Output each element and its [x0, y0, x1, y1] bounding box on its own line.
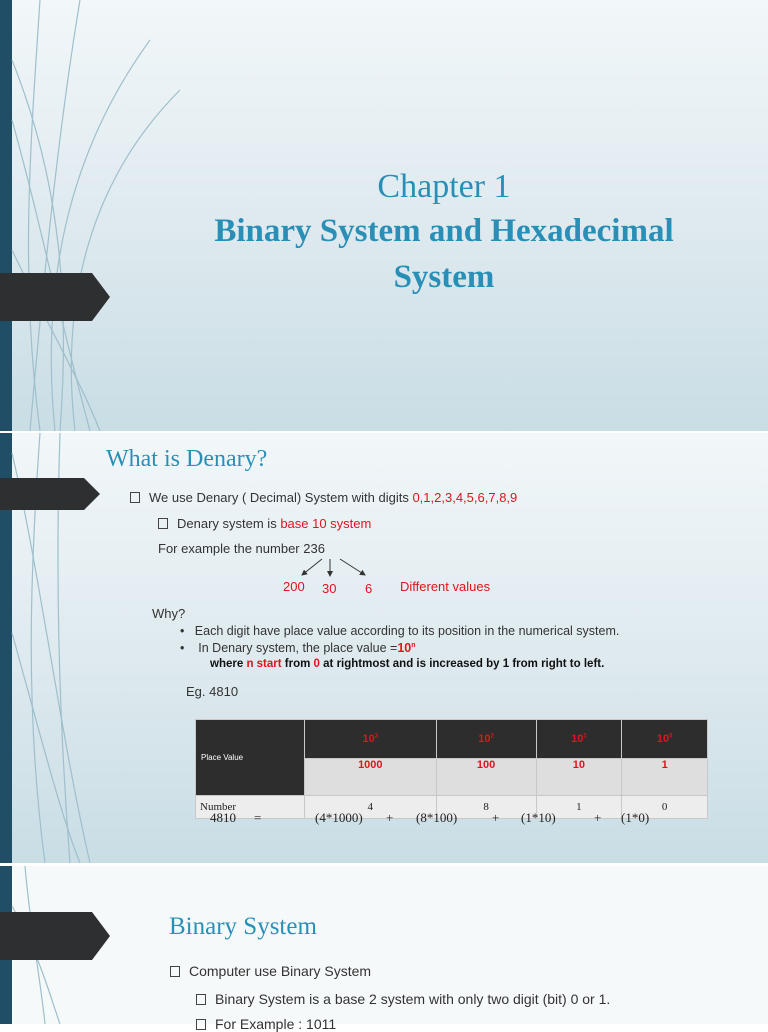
- value-text: 10: [572, 759, 586, 771]
- different-values-label: Different values: [400, 579, 491, 594]
- split-value-200: 200: [283, 579, 305, 594]
- plus-sign: +: [594, 810, 602, 825]
- value-cell: [622, 759, 708, 796]
- power-base: 10: [362, 733, 375, 745]
- bullet-text: Binary System is a base 2 system with only two digit (bit) 0 or 1.: [215, 991, 611, 1007]
- expansion-term: (4*1000): [315, 810, 363, 825]
- why-label: Why?: [152, 606, 186, 621]
- expansion-term: (1*0): [621, 810, 650, 825]
- power-exponent: 1: [583, 733, 587, 740]
- slide-title: Binary System: [169, 913, 317, 940]
- equals-sign: =: [254, 810, 262, 825]
- note-text: where: [210, 658, 247, 670]
- note-highlight: n start: [246, 658, 282, 670]
- digits-highlight: 0,1,2,3,4,5,6,7,8,9: [412, 490, 518, 505]
- value-cell: [436, 759, 536, 796]
- split-arrows: [290, 556, 410, 586]
- plus-sign: +: [386, 810, 394, 825]
- value-text: 100: [476, 759, 496, 771]
- power-exponent: 0: [669, 733, 673, 740]
- plus-sign: +: [492, 810, 500, 825]
- value-cell: [305, 759, 437, 796]
- power-base: 10: [397, 641, 412, 655]
- power-base: 10: [571, 733, 584, 745]
- digit-cell: 1: [536, 796, 622, 819]
- digit-cell: 0: [622, 796, 708, 819]
- bullet-computer: [170, 963, 371, 979]
- power-cell: [622, 720, 708, 759]
- power-base: 10: [656, 733, 670, 745]
- reason-1: [180, 624, 619, 638]
- slide-tab-marker: [0, 478, 100, 510]
- bullet-square-icon: [130, 492, 140, 503]
- digit-cell: 8: [436, 796, 536, 819]
- bullet-base10: [158, 516, 371, 531]
- dot-bullet: •: [180, 641, 199, 655]
- expansion-lhs: 4810: [210, 810, 236, 825]
- where-note: [210, 658, 604, 670]
- power-exponent: 2: [490, 733, 494, 740]
- bullet-base2: [196, 991, 610, 1007]
- example-eg: Eg. 4810: [186, 684, 239, 699]
- note-highlight: 0: [313, 658, 320, 670]
- value-text: 1: [661, 759, 668, 771]
- slide-title-line2: System: [393, 259, 495, 295]
- place-value-header: Place Value: [196, 720, 305, 796]
- split-value-30: 30: [322, 581, 337, 596]
- bullet-square-icon: [196, 994, 206, 1005]
- slide-tab-marker: [0, 912, 110, 960]
- expansion-term: (1*10): [521, 810, 556, 825]
- bullet-example: [196, 1016, 336, 1032]
- note-text: at rightmost and is increased by 1 from right to left.: [319, 658, 605, 670]
- value-text: 1000: [358, 759, 383, 771]
- digit-cell: 4: [305, 796, 437, 819]
- reason-2: [180, 641, 416, 655]
- base-highlight: base 10 system: [280, 516, 372, 531]
- title-slide: [0, 0, 768, 431]
- bullet-digits: [130, 490, 517, 505]
- bullet-square-icon: [170, 966, 180, 977]
- chapter-label: Chapter 1: [377, 168, 511, 205]
- power-cell: [305, 720, 437, 759]
- reason-text: Each digit have place value according to its position in the numerical system.: [194, 624, 620, 638]
- slide-title: What is Denary?: [106, 446, 268, 472]
- power-cell: [436, 720, 536, 759]
- power-exponent: 3: [374, 733, 379, 740]
- reason-text: In Denary system, the place value =: [198, 641, 398, 655]
- bullet-text: Denary system is: [177, 516, 281, 531]
- example-text: For example the number 236: [158, 541, 325, 556]
- power-formula: [397, 641, 415, 655]
- bullet-square-icon: [196, 1019, 206, 1030]
- power-exponent: n: [411, 641, 416, 649]
- bullet-square-icon: [158, 518, 168, 529]
- split-value-6: 6: [365, 581, 373, 596]
- bullet-text: Computer use Binary System: [189, 963, 372, 979]
- slide-title-line1: Binary System and Hexadecimal: [214, 213, 674, 249]
- power-cell: [536, 720, 622, 759]
- power-base: 10: [478, 733, 491, 745]
- number-label: Number: [196, 796, 305, 819]
- bullet-text: For Example : 1011: [215, 1016, 337, 1032]
- expansion-term: (8*100): [416, 810, 458, 825]
- expansion-row: [0, 810, 768, 828]
- dot-bullet: •: [180, 624, 195, 638]
- place-value-table: [195, 719, 708, 819]
- note-text: from: [281, 658, 314, 670]
- value-cell: [536, 759, 622, 796]
- bullet-text: We use Denary ( Decimal) System with digits: [149, 490, 413, 505]
